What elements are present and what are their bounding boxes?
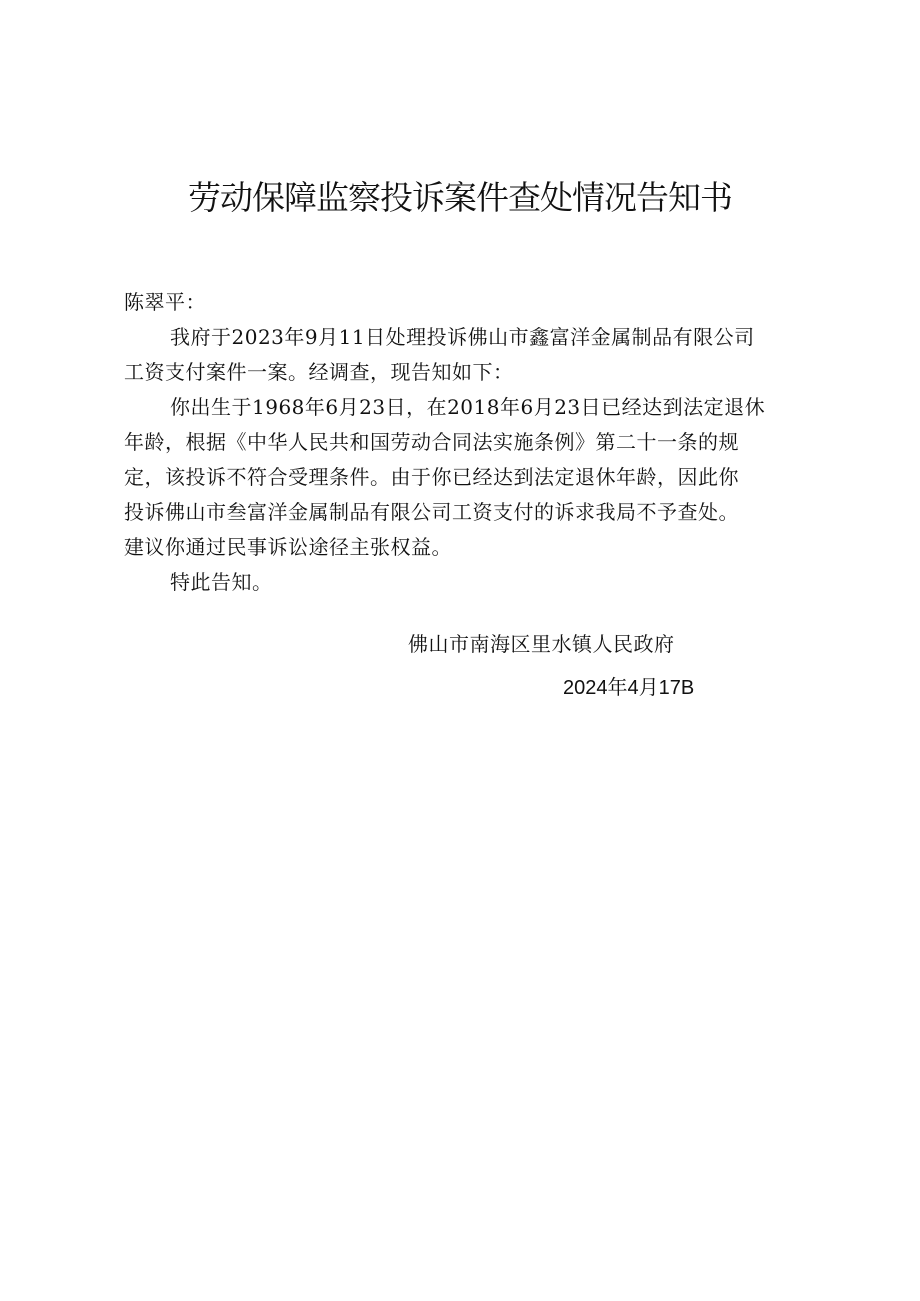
issue-date: 2024年4月17B	[563, 677, 695, 699]
document-title: 劳动保障监察投诉案件查处情况告知书	[188, 178, 732, 217]
paragraph-2-line-3: 定，该投诉不符合受理条件。由于你已经达到法定退休年龄，因此你	[124, 465, 739, 489]
paragraph-2-line-4: 投诉佛山市叁富洋金属制品有限公司工资支付的诉求我局不予查处。	[124, 500, 739, 524]
paragraph-1-line-2: 工资支付案件一案。经调查，现告知如下：	[124, 360, 514, 384]
paragraph-1-line-1: 我府于2023年9月11日处理投诉佛山市鑫富洋金属制品有限公司	[170, 325, 755, 349]
paragraph-2-line-1: 你出生于1968年6月23日，在2018年6月23日已经达到法定退休	[170, 395, 766, 419]
document-body	[124, 285, 814, 600]
closing-remark: 特此告知。	[170, 570, 273, 594]
paragraph-2-line-2: 年龄，根据《中华人民共和国劳动合同法实施条例》第二十一条的规	[124, 430, 739, 454]
salutation: 陈翠平：	[124, 290, 206, 314]
issuer-signature: 佛山市南海区里水镇人民政府	[408, 632, 675, 656]
paragraph-2-line-5: 建议你通过民事诉讼途径主张权益。	[124, 535, 452, 559]
